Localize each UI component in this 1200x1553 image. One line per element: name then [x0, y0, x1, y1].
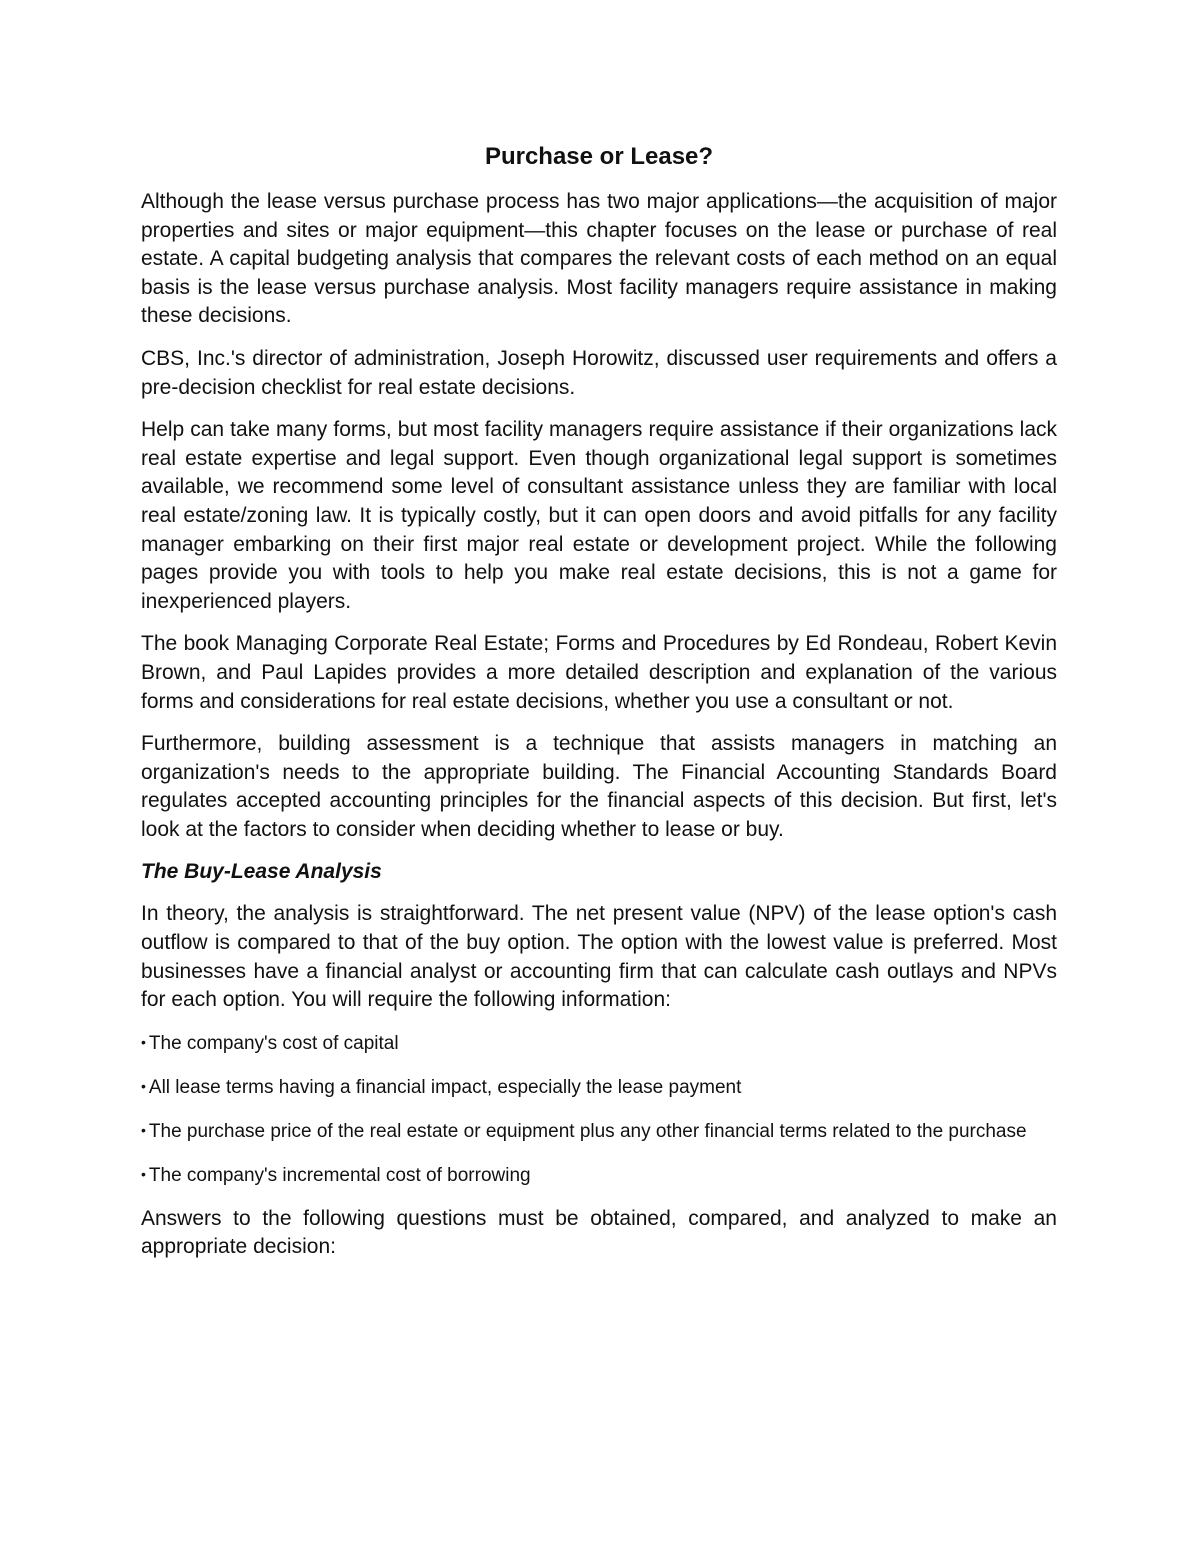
bullet-icon: • [141, 1077, 146, 1094]
paragraph-book: The book Managing Corporate Real Estate; Forms and Procedures by Ed Rondeau, Robert Kevin Brown, and Paul Lapides provides a more detailed description and explanation of the various forms and considerations for real estate decisions, whether you use a consultant or not. [141, 632, 1057, 713]
list-item [141, 1161, 1057, 1189]
list-item-text: The purchase price of the real estate or equipment plus any other financial terms related to the purchase [148, 1120, 1027, 1142]
list-item [141, 1117, 1057, 1145]
list-item [141, 1073, 1057, 1101]
paragraph-assessment: Furthermore, building assessment is a technique that assists managers in matching an organization's needs to the appropriate building. The Financial Accounting Standards Board regulates accepted accounting principles for the financial aspects of this decision. But first, let's look at the factors to consider when deciding whether to lease or buy. [141, 732, 1057, 841]
bullet-icon: • [141, 1165, 146, 1182]
paragraph-cbs: CBS, Inc.'s director of administration, Joseph Horowitz, discussed user requirements and offers a pre-decision checklist for real estate decisions. [141, 346, 1057, 399]
bullet-list [141, 1029, 1057, 1189]
section-heading: The Buy-Lease Analysis [141, 860, 382, 884]
list-item-text: All lease terms having a financial impact, especially the lease payment [148, 1076, 742, 1098]
paragraph-closing: Answers to the following questions must be obtained, compared, and analyzed to make an appropriate decision: [141, 1206, 1057, 1259]
list-item-text: The company's cost of capital [148, 1032, 399, 1054]
paragraph-analysis: In theory, the analysis is straightforward. The net present value (NPV) of the lease option's cash outflow is compared to that of the buy option. The option with the lowest value is preferred. Most businesses have a financial analyst or accounting firm that can calculate cash outlays and NPVs for each option. You will require the following information: [141, 902, 1057, 1012]
paragraph-help: Help can take many forms, but most facility managers require assistance if their organizations lack real estate expertise and legal support. Even though organizational legal support is sometimes available, we recommend some level of consultant assistance unless they are familiar with local real estate/zoning law. It is typically costly, but it can open doors and avoid pitfalls for any facility manager embarking on their first major real estate or development project. While the following pages provide you with tools to help you make real estate decisions, this is not a game for inexperienced players. [141, 418, 1057, 613]
document-title: Purchase or Lease? [484, 143, 714, 170]
document-page [141, 140, 1057, 1276]
list-item [141, 1029, 1057, 1057]
paragraph-intro: Although the lease versus purchase process has two major applications—the acquisition of major properties and sites or major equipment—this chapter focuses on the lease or purchase of real estate. A capital budgeting analysis that compares the relevant costs of each method on an equal basis is the lease versus purchase analysis. Most facility managers require assistance in making these decisions. [141, 190, 1057, 328]
bullet-icon: • [141, 1033, 146, 1050]
bullet-icon: • [141, 1121, 146, 1138]
list-item-text: The company's incremental cost of borrowing [148, 1164, 531, 1186]
